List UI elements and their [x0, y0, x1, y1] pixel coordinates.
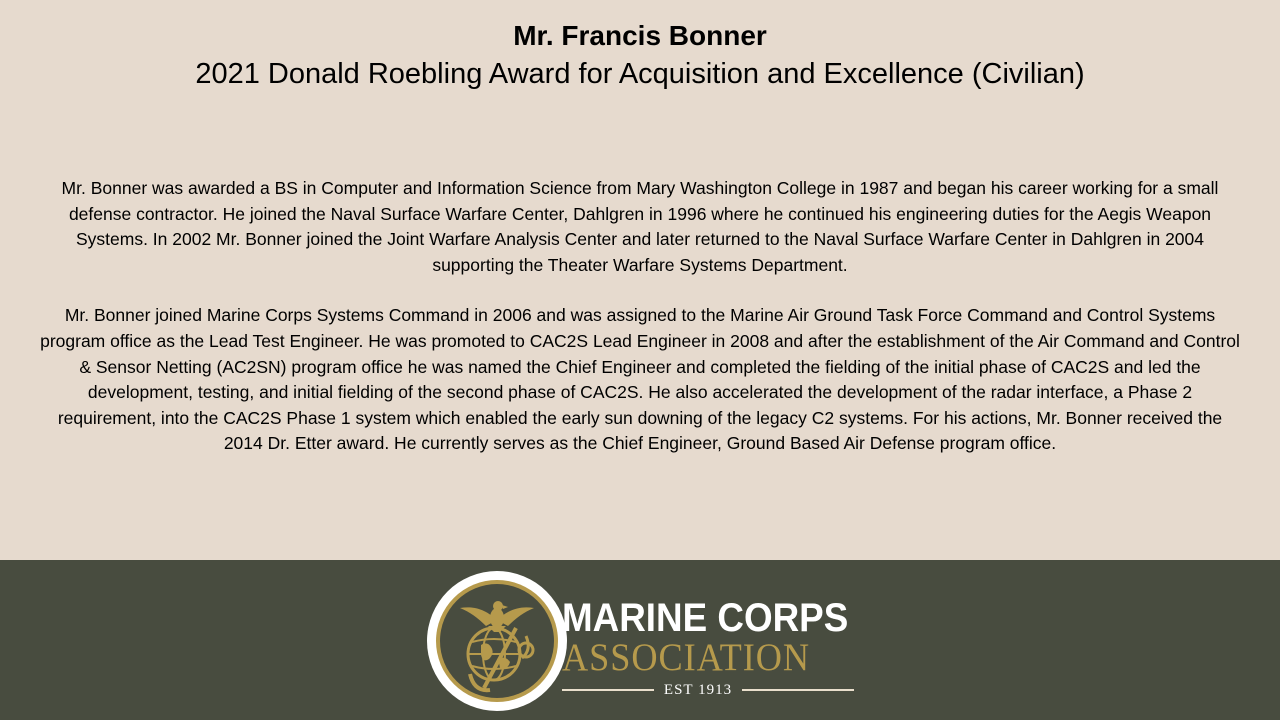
bio-paragraph-1: Mr. Bonner was awarded a BS in Computer and Information Science from Mary Washington College in 1987 and began his career working for a small defense contractor. He joined the Naval Surface Warfare Center, Dahlgren in 1996 where he continued his engineering duties for the Aegis Weapon Systems. In 2002 Mr. Bonner joined the Joint Warfare Analysis Center and later returned to the Naval Surface Warfare Center in Dahlgren in 2004 supporting the Theater Warfare Systems Department.: [61, 178, 1219, 275]
eagle-globe-anchor-icon: [426, 570, 568, 712]
logo-line-association: ASSOCIATION: [562, 636, 811, 679]
logo-established: EST 1913: [663, 682, 733, 698]
footer-band: [0, 560, 1280, 720]
bio-paragraph-2: Mr. Bonner joined Marine Corps Systems Command in 2006 and was assigned to the Marine Air Ground Task Force Command and Control Systems program office as the Lead Test Engineer. He was promoted to CAC2S Lead Engineer in 2008 and after the establishment of the Air Command and Control & Sensor Netting (AC2SN) program office he was named the Chief Engineer and completed the fielding of the initial phase of CAC2S and led the development, testing, and initial fielding of the second phase of CAC2S. He also accelerated the development of the radar interface, a Phase 2 requirement, into the CAC2S Phase 1 system which enabled the early sun downing of the legacy C2 systems. For his actions, Mr. Bonner received the 2014 Dr. Etter award. He currently serves as the Chief Engineer, Ground Based Air Defense program office.: [40, 305, 1240, 454]
honoree-name: Mr. Francis Bonner: [513, 20, 767, 51]
est-divider-right: [742, 689, 854, 691]
mca-logo: [426, 570, 866, 712]
biography: [40, 176, 1240, 482]
award-title: 2021 Donald Roebling Award for Acquisition and Excellence (Civilian): [195, 58, 1085, 90]
logo-line-marine-corps: MARINE CORPS: [562, 596, 849, 640]
est-divider-left: [562, 689, 654, 691]
logo-wordmark: [562, 598, 862, 700]
logo-est-row: [562, 680, 862, 700]
slide-title: [0, 18, 1280, 94]
